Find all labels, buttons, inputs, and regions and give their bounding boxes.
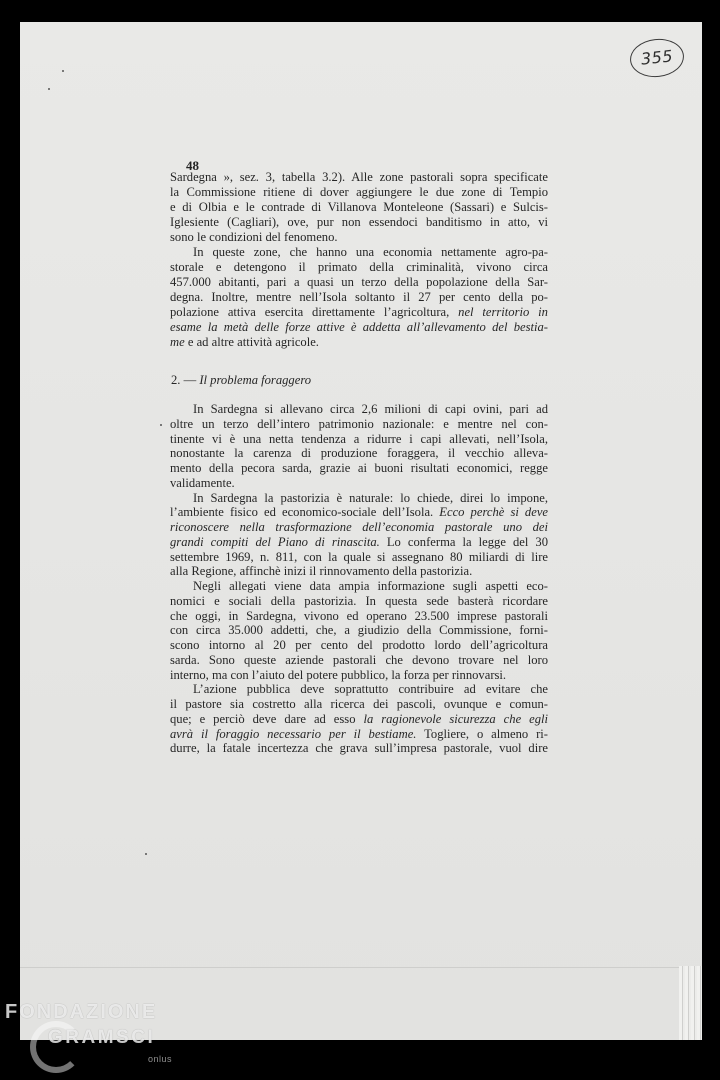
text-run: durre, la fatale incertezza che grava sull’impresa pastorale, vuol dire [170, 741, 548, 756]
page-number: 48 [186, 158, 199, 173]
text-line [170, 682, 548, 697]
text-run: In Sardegna la pastorizia è naturale: lo chiede, direi lo impone, [193, 490, 548, 505]
text-run: settembre 1969, n. 811, con la quale si assegnano 80 miliardi di lire [170, 549, 548, 564]
paragraph [170, 402, 548, 491]
text-line [170, 727, 548, 742]
paragraph [170, 170, 548, 245]
italic-text-run: Ecco perchè si deve [439, 505, 548, 520]
text-line [170, 520, 548, 535]
text-run: Togliere, o almeno ri- [416, 726, 548, 741]
text-line [170, 432, 548, 447]
paragraph [170, 245, 548, 350]
text-run: sono le condizioni del fenomeno. [170, 230, 338, 244]
text-line [170, 712, 548, 727]
section-number: 2. — [171, 373, 200, 387]
page-fold-line [20, 967, 702, 968]
text-line [170, 668, 548, 683]
section-title: Il problema foraggero [199, 373, 312, 387]
text-line [170, 185, 548, 200]
text-run: Negli allegati viene data ampia informazione sugli aspetti eco- [193, 579, 548, 593]
italic-text-run: esame la metà delle forze attive è addetta all’allevamento del bestia- [170, 320, 548, 334]
text-run: scono intorno al 20 per cento del prodotto lordo dell’agricoltura [170, 638, 548, 652]
text-line [170, 245, 548, 260]
text-run: la Commissione ritiene di dover aggiungere le due zone di Tempio [170, 185, 548, 199]
text-line [170, 230, 548, 245]
text-run: 457.000 abitanti, pari a quasi un terzo della popolazione della Sar- [170, 275, 548, 289]
paragraph [170, 491, 548, 580]
paper-speck [145, 853, 147, 855]
text-line [170, 200, 548, 215]
text-run: In Sardegna si allevano circa 2,6 milioni di capi ovini, pari ad [193, 402, 548, 416]
text-line [170, 564, 548, 579]
text-line [170, 609, 548, 624]
archive-page-stamp: 355 [628, 36, 686, 79]
text-run: interno, ma con l’aiuto del potere pubblico, la forza per rinnovarsi. [170, 667, 507, 682]
text-line [170, 697, 548, 712]
italic-text-run: riconoscere nella trasformazione dell’economia pastorale uno dei [170, 520, 548, 534]
text-line [170, 215, 548, 230]
text-line [170, 417, 548, 432]
watermark-suffix: onlus [148, 1054, 173, 1064]
text-line [170, 623, 548, 638]
text-line [170, 579, 548, 594]
text-run: oltre un terzo dell’intero patrimonio nazionale: e mentre nel con- [170, 416, 548, 431]
text-line [170, 402, 548, 417]
text-line [170, 476, 548, 491]
text-line [170, 550, 548, 565]
text-run: L’azione pubblica deve soprattutto contribuire ad evitare che [193, 682, 548, 697]
text-run: Sardegna », sez. 3, tabella 3.2). Alle zone pastorali sopra specificate [170, 170, 548, 184]
text-run: polazione attiva esercita direttamente l’agricoltura, [170, 305, 459, 319]
paragraph [170, 579, 548, 682]
text-run: tinente vi è una netta tendenza a ridurre i capi allevati, nell’Isola, [170, 431, 548, 446]
watermark-line1: FONDAZIONE [5, 1001, 158, 1023]
text-run: alla Regione, affinchè inizi il rinnovamento della pastorizia. [170, 564, 473, 579]
text-line [170, 290, 548, 305]
body-text-section-one [170, 170, 548, 350]
text-run: e ad altre attività agricole. [184, 335, 319, 349]
text-run: sarda. Sono queste aziende pastorali che devono trovare nel loro [170, 652, 548, 667]
text-line [170, 320, 548, 335]
text-line [170, 170, 548, 185]
text-line [170, 260, 548, 275]
stacked-page-edges [679, 966, 702, 1040]
text-line [170, 505, 548, 520]
text-run: storale e detengono il primato della criminalità, vivono circa [170, 260, 548, 274]
body-text-section-two [170, 402, 548, 756]
text-run: validamente. [170, 475, 235, 490]
paper-speck [48, 88, 50, 90]
text-run: mento della pecora sarda, grazie ai buoni risultati economici, regge [170, 461, 548, 475]
paper-speck [62, 70, 64, 72]
italic-text-run: avrà il foraggio necessario per il bestiame. [170, 726, 417, 741]
text-run: degna. Inoltre, mentre nell’Isola soltanto il 27 per cento della po- [170, 290, 548, 304]
text-run: con circa 35.000 addetti, che, a giudizio della Commissione, forni- [170, 623, 548, 638]
text-line [170, 335, 548, 350]
text-line [170, 741, 548, 756]
text-run: nonostante la carenza di produzione foraggera, il vecchio alleva- [170, 446, 548, 461]
text-line [170, 653, 548, 668]
italic-text-run: nel territorio in [458, 305, 548, 319]
text-line [170, 491, 548, 506]
text-run: Lo conferma la legge del 30 [379, 534, 548, 549]
text-line [170, 446, 548, 461]
text-run: che oggi, in Sardegna, vivono ed operano 23.500 imprese pastorali [170, 608, 548, 623]
text-line [170, 535, 548, 550]
text-line [170, 594, 548, 609]
italic-text-run: me [170, 335, 185, 349]
text-line [170, 305, 548, 320]
text-run: il pastore sia costretto alla ricerca dei pascoli, ovunque e comun- [170, 697, 548, 711]
watermark-line2: GRAMSCI [48, 1027, 156, 1048]
italic-text-run: la ragionevole sicurezza che egli [363, 711, 548, 726]
paper-speck [160, 424, 162, 426]
text-run: e di Olbia e le contrade di Villanova Monteleone (Sassari) e Sulcis- [170, 200, 548, 214]
text-run: nomici e sociali della pastorizia. In questa sede basterà ricordare [170, 593, 548, 608]
text-run: que; e perciò deve dare ad esso [170, 711, 364, 726]
paragraph [170, 682, 548, 756]
italic-text-run: grandi compiti del Piano di rinascita. [170, 534, 380, 549]
text-run: Iglesiente (Cagliari), ove, pur non essendoci banditismo in atto, vi [170, 215, 548, 229]
text-line [170, 275, 548, 290]
text-run: l’ambiente fisico ed economico-sociale dell’Isola. [170, 505, 440, 520]
text-line [170, 638, 548, 653]
text-run: In queste zone, che hanno una economia nettamente agro-pa- [193, 245, 548, 259]
section-heading [171, 373, 311, 388]
text-line [170, 461, 548, 476]
